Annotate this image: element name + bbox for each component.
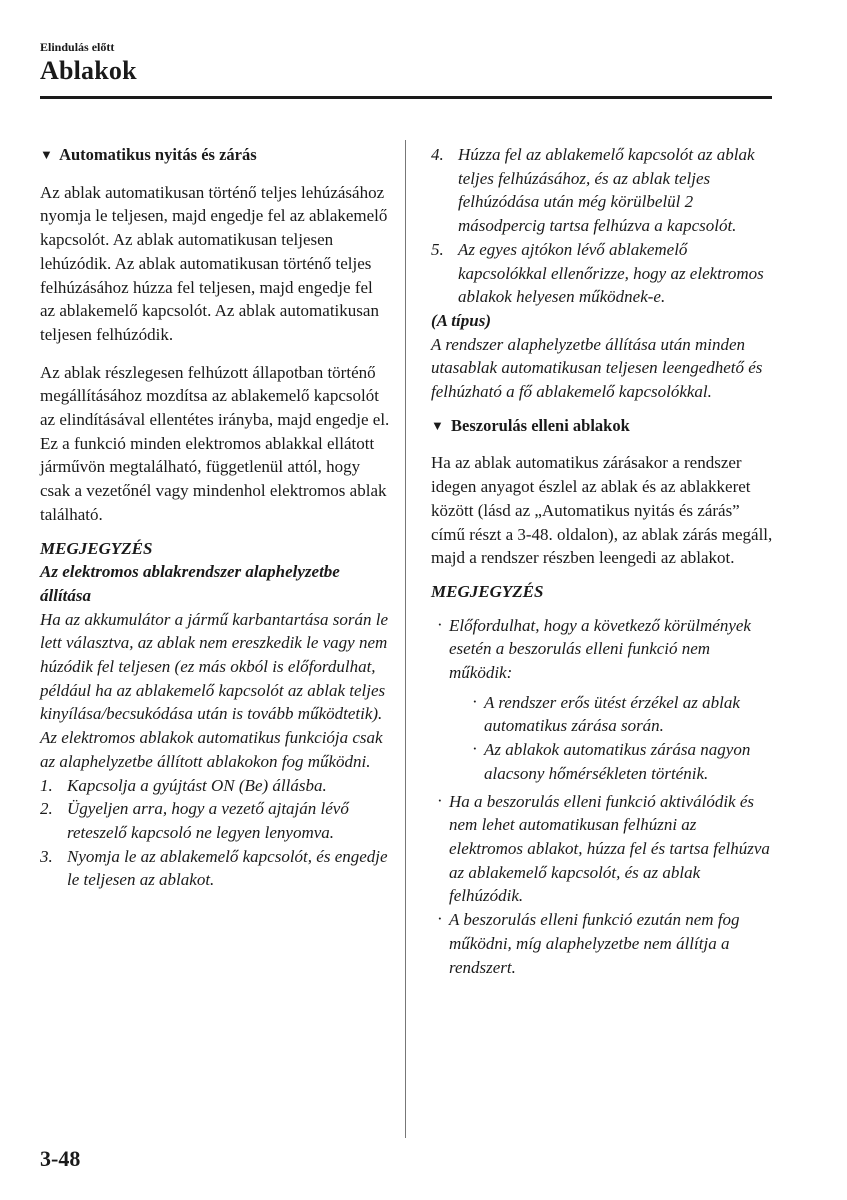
sub-bullets (467, 691, 773, 786)
page-title: Ablakok (40, 56, 137, 85)
steps-list (431, 143, 773, 309)
heading-text: Beszorulás elleni ablakok (451, 415, 630, 435)
sub-bullet-text: Az ablakok automatikus zárása nagyon alacsony hőmérsékleten történik. (484, 740, 751, 783)
step-number: 4. (431, 145, 444, 164)
type-label: (A típus) (431, 310, 491, 330)
step-text: Ügyeljen arra, hogy a vezető ajtaján lévő reteszelő kapcsoló ne legyen lenyomva. (67, 799, 349, 842)
list-item (40, 845, 390, 892)
triangle-marker-icon: ▼ (40, 147, 53, 162)
section-label: Elindulás előtt (40, 40, 115, 54)
note-paragraph: Az elektromos ablakok automatikus funkciója csak az alaphelyzetbe állított ablakokon fog működni. (40, 728, 383, 771)
step-number: 5. (431, 239, 444, 259)
list-item (431, 238, 773, 309)
note-bullets (431, 614, 773, 980)
step-number: 3. (40, 846, 53, 866)
step-text: Nyomja le az ablakemelő kapcsolót, és engedje le teljesen az ablakot. (67, 846, 388, 890)
left-column (40, 143, 390, 892)
title-rule (40, 96, 772, 99)
list-item (431, 908, 773, 979)
bullet-text: Előfordulhat, hogy a következő körülmények esetén a beszorulás elleni funkció nem működik: (449, 615, 751, 683)
list-item (431, 614, 773, 786)
right-column (431, 143, 773, 979)
step-text: Húzza fel az ablakemelő kapcsolót az ablak teljes felhúzásához, és az ablak teljes felhúzódása után még körülbelül 2 másodpercig tartsa felhúzva a kapcsolót. (458, 145, 755, 236)
list-item (40, 797, 390, 844)
paragraph: Az ablak automatikusan történő teljes lehúzásához nyomja le teljesen, majd engedje fel az ablakemelő kapcsolót. Az ablak automatikusan teljesen lehúzódik. Az ablak automatikusan történő teljes felhúzásához húzza fel teljesen, majd engedje fel az ablakemelő kapcsolót. Az ablak automatikusan teljesen felhúzódik. (40, 182, 388, 344)
section-heading-auto (40, 143, 390, 167)
bullet-dot-icon: · (472, 739, 478, 759)
triangle-marker-icon: ▼ (431, 417, 444, 433)
bullet-dot-icon: · (437, 909, 443, 929)
bullet-dot-icon: · (437, 790, 443, 810)
sub-bullet-text: A rendszer erős ütést érzékel az ablak automatikus zárása során. (484, 692, 740, 736)
paragraph: Ha az ablak automatikus zárásakor a rendszer idegen anyagot észlel az ablak és az ablakkeret között (lásd az „Automatikus nyitás és zárás” című részt a 3-48. oldalon), az ablak zárás megáll, majd a rendszer részben leengedi az ablakot. (431, 453, 773, 568)
paragraph: Ez a funkció minden elektromos ablakkal ellátott járművön megtalálható, függetlenül attól, hogy csak a vezetőnél vagy mindenhol elektromos ablak található. (40, 433, 387, 524)
bullet-dot-icon: · (437, 614, 443, 634)
list-item (431, 790, 773, 909)
page-number: 3-48 (40, 1146, 81, 1171)
section-heading-antipinch (431, 414, 773, 438)
list-item (40, 774, 390, 798)
bullet-text: A beszorulás elleni funkció ezután nem fog működni, míg alaphelyzetbe nem állítja a rendszert. (449, 910, 740, 977)
column-divider (405, 140, 406, 1138)
note-title: MEGJEGYZÉS (431, 581, 544, 601)
bullet-dot-icon: · (472, 691, 478, 711)
list-item (467, 691, 773, 738)
list-item (431, 143, 773, 238)
bullet-text: Ha a beszorulás elleni funkció aktiválódik és nem lehet automatikusan felhúzni az elektromos ablakot, húzza fel és tartsa felhúzva az ablakemelő kapcsolót, és az ablak felhúzódik. (449, 791, 770, 906)
heading-text: Automatikus nyitás és zárás (59, 145, 257, 164)
note-paragraph: Ha az akkumulátor a jármű karbantartása során le lett választva, az ablak nem ereszkedik le vagy nem húzódik fel teljesen (ez más okból is előfordulhat, például ha az ablakemelő kapcsolót az ablak teljes kinyílása/becsukódása után is tovább működtetik). (40, 609, 389, 724)
step-text: Kapcsolja a gyújtást ON (Be) állásba. (67, 775, 327, 795)
paragraph: Az ablak részlegesen felhúzott állapotban történő megállításához mozdítsa az ablakemelő kapcsolót az elindításával ellentétes irányba, majd engedje el. (40, 362, 390, 430)
list-item (467, 738, 773, 785)
steps-list (40, 774, 390, 893)
step-number: 1. (40, 775, 53, 795)
step-text: Az egyes ajtókon lévő ablakemelő kapcsolókkal ellenőrizze, hogy az elektromos ablakok helyesen működnek-e. (458, 239, 764, 307)
note-title: MEGJEGYZÉS (40, 538, 153, 558)
type-text: A rendszer alaphelyzetbe állítása után minden utasablak automatikusan teljesen leengedhető és felhúzható a fő ablakemelő kapcsolókkal. (431, 334, 763, 402)
note-subtitle: Az elektromos ablakrendszer alaphelyzetbe állítása (40, 562, 340, 605)
step-number: 2. (40, 799, 53, 819)
